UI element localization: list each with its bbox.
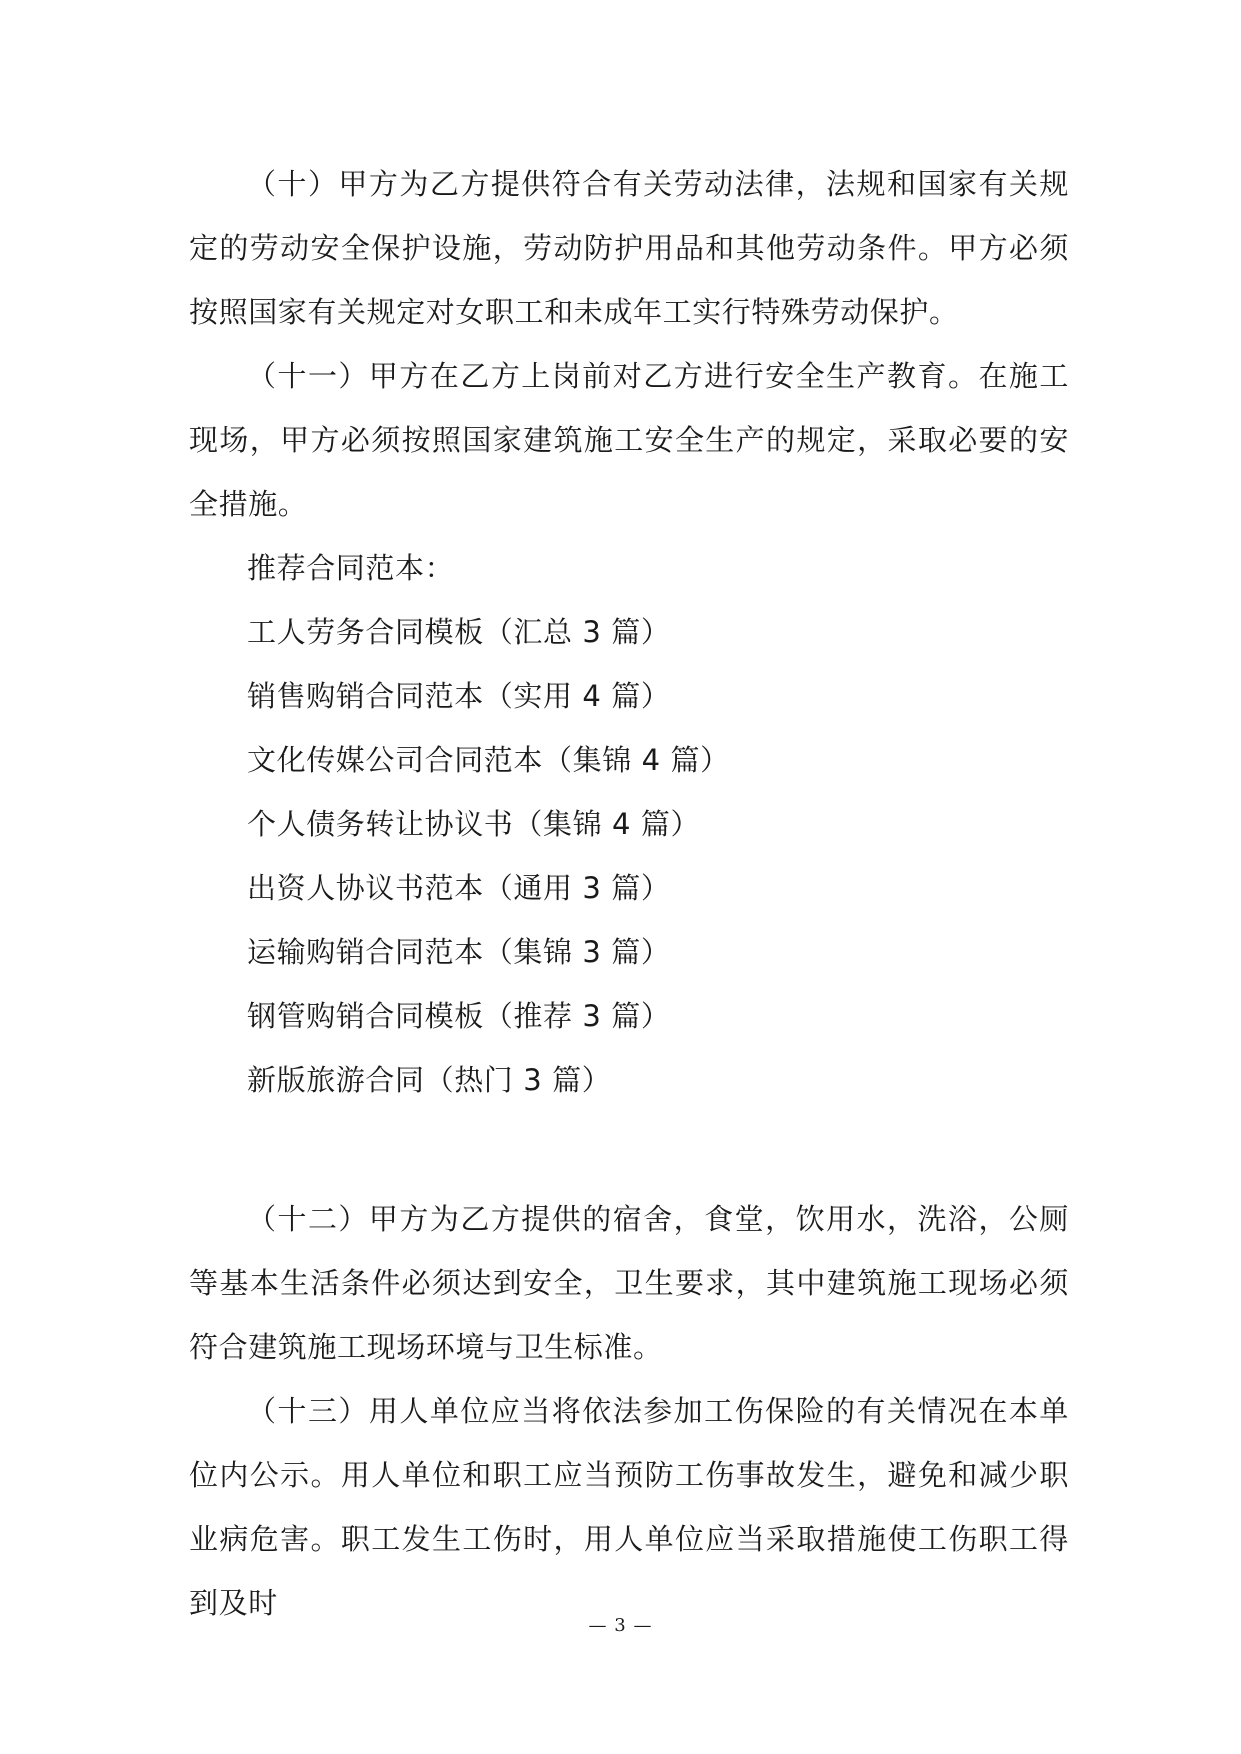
clause-12-paragraph: （十二）甲方为乙方提供的宿舍，食堂，饮用水，洗浴，公厕等基本生活条件必须达到安全，卫生要求，其中建筑施工现场必须符合建筑施工现场环境与卫生标准。 (189, 1202, 1069, 1364)
recommendation-link[interactable]: 新版旅游合同（热门 3 篇） (247, 1063, 612, 1097)
recommendation-link[interactable]: 文化传媒公司合同范本（集锦 4 篇） (247, 743, 730, 777)
clause-10-paragraph: （十）甲方为乙方提供符合有关劳动法律，法规和国家有关规定的劳动安全保护设施，劳动防护用品和其他劳动条件。甲方必须按照国家有关规定对女职工和未成年工实行特殊劳动保护。 (189, 167, 1069, 329)
recommendation-link[interactable]: 工人劳务合同模板（汇总 3 篇） (247, 615, 671, 649)
recommendation-link[interactable]: 钢管购销合同模板（推荐 3 篇） (247, 999, 671, 1033)
lower-text-block (189, 1187, 1069, 1635)
clause-13-paragraph: （十三）用人单位应当将依法参加工伤保险的有关情况在本单位内公示。用人单位和职工应当预防工伤事故发生，避免和减少职业病危害。职工发生工伤时，用人单位应当采取措施使工伤职工得到及时 (189, 1394, 1069, 1620)
recommendations-heading: 推荐合同范本： (247, 551, 455, 585)
page-number: — 3 — (588, 1615, 653, 1636)
clause-11-paragraph: （十一）甲方在乙方上岗前对乙方进行安全生产教育。在施工现场，甲方必须按照国家建筑施工安全生产的规定，采取必要的安全措施。 (189, 359, 1069, 521)
recommendation-link[interactable]: 运输购销合同范本（集锦 3 篇） (247, 935, 671, 969)
recommendation-link[interactable]: 出资人协议书范本（通用 3 篇） (247, 871, 671, 905)
recommendation-link[interactable]: 个人债务转让协议书（集锦 4 篇） (247, 807, 701, 841)
recommendation-link[interactable]: 销售购销合同范本（实用 4 篇） (247, 679, 671, 713)
upper-text-block (189, 152, 1069, 1112)
